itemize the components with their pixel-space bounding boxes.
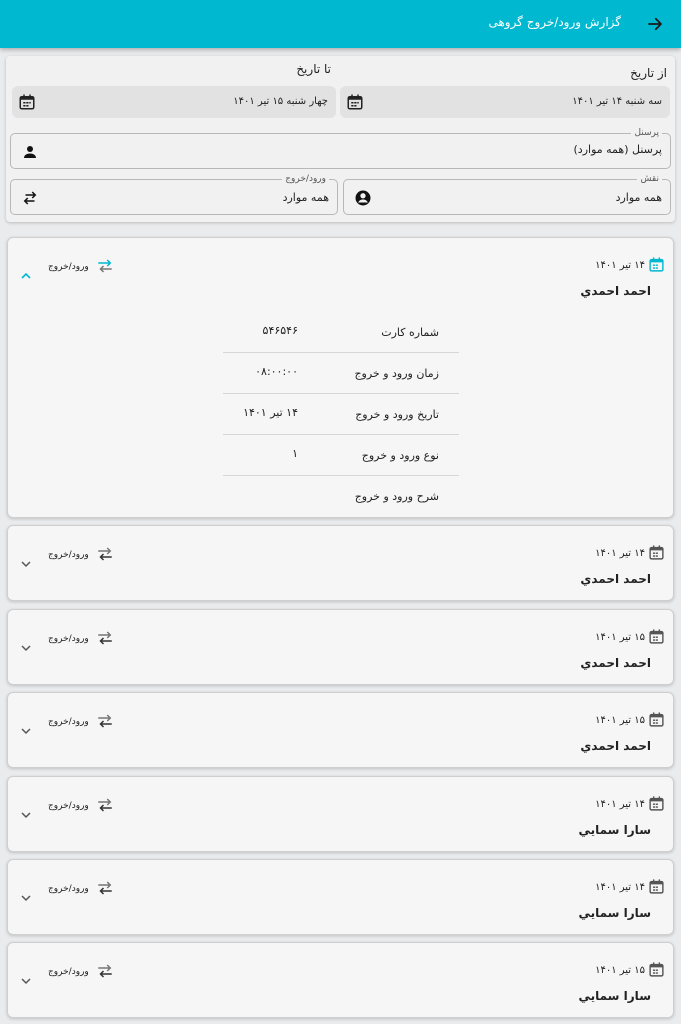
record-type: ورود/خروج — [48, 801, 89, 811]
record-card[interactable] — [7, 942, 674, 1018]
from-date-field[interactable] — [340, 86, 670, 118]
io-type-select[interactable] — [10, 174, 338, 215]
record-type: ورود/خروج — [48, 550, 89, 560]
record-type: ورود/خروج — [48, 262, 89, 272]
personnel-select[interactable] — [10, 128, 671, 169]
swap-icon — [96, 963, 114, 977]
calendar-icon — [648, 711, 665, 728]
record-name: سارا سمايي — [578, 823, 651, 837]
record-date: ۱۵ تیر ۱۴۰۱ — [595, 715, 645, 726]
record-date: ۱۴ تیر ۱۴۰۱ — [595, 260, 645, 271]
record-name: احمد احمدي — [580, 284, 651, 298]
detail-row — [223, 353, 459, 394]
io-type-value: همه موارد — [282, 191, 329, 204]
from-date-value: سه شنبه ۱۴ تیر ۱۴۰۱ — [572, 96, 662, 107]
record-name: احمد احمدي — [580, 739, 651, 753]
chevron-down-icon[interactable] — [18, 890, 34, 906]
arrow-back-icon[interactable] — [641, 10, 669, 38]
swap-icon — [96, 713, 114, 727]
record-card[interactable] — [7, 776, 674, 852]
record-name: احمد احمدي — [580, 572, 651, 586]
app-bar — [0, 0, 681, 48]
detail-label: نوع ورود و خروج — [361, 449, 439, 462]
personnel-value: پرسنل (همه موارد) — [573, 143, 662, 156]
swap-icon — [96, 880, 114, 894]
calendar-icon — [648, 544, 665, 561]
role-label: نقش — [637, 173, 662, 185]
record-date: ۱۴ تیر ۱۴۰۱ — [595, 799, 645, 810]
chevron-down-icon[interactable] — [18, 556, 34, 572]
swap-icon — [21, 189, 39, 207]
record-name: سارا سمايي — [578, 906, 651, 920]
detail-value: ۱۴ تیر ۱۴۰۱ — [243, 406, 298, 419]
detail-row — [223, 312, 459, 353]
chevron-up-icon[interactable] — [18, 268, 34, 284]
calendar-icon — [648, 628, 665, 645]
to-date-field[interactable] — [12, 86, 336, 118]
detail-value: ۱ — [292, 447, 298, 460]
swap-icon — [96, 630, 114, 644]
record-card[interactable] — [7, 859, 674, 935]
detail-value: ۵۴۶۵۴۶ — [262, 324, 298, 337]
record-type: ورود/خروج — [48, 717, 89, 727]
record-name: سارا سمايي — [578, 989, 651, 1003]
swap-icon — [96, 546, 114, 560]
account-circle-icon — [354, 189, 372, 207]
record-details — [223, 312, 459, 517]
calendar-icon — [648, 961, 665, 978]
chevron-down-icon[interactable] — [18, 807, 34, 823]
io-type-label: ورود/خروج — [282, 173, 329, 185]
record-card[interactable] — [7, 237, 674, 518]
record-name: احمد احمدي — [580, 656, 651, 670]
calendar-icon — [648, 878, 665, 895]
record-date: ۱۴ تیر ۱۴۰۱ — [595, 548, 645, 559]
record-date: ۱۴ تیر ۱۴۰۱ — [595, 882, 645, 893]
record-type: ورود/خروج — [48, 634, 89, 644]
from-date-label: از تاریخ — [630, 66, 667, 80]
record-card[interactable] — [7, 525, 674, 601]
record-type: ورود/خروج — [48, 967, 89, 977]
swap-icon — [96, 797, 114, 811]
detail-row — [223, 394, 459, 435]
detail-label: شرح ورود و خروج — [354, 490, 439, 503]
detail-label: شماره کارت — [381, 326, 439, 339]
calendar-icon — [18, 93, 36, 111]
detail-row — [223, 476, 459, 517]
detail-label: تاریخ ورود و خروج — [355, 408, 439, 421]
to-date-label: تا تاریخ — [296, 62, 331, 76]
detail-row — [223, 435, 459, 476]
person-icon — [21, 143, 39, 161]
record-date: ۱۵ تیر ۱۴۰۱ — [595, 632, 645, 643]
record-date: ۱۵ تیر ۱۴۰۱ — [595, 965, 645, 976]
chevron-down-icon[interactable] — [18, 640, 34, 656]
page-title: گزارش ورود/خروج گروهی — [488, 15, 621, 29]
calendar-icon — [648, 256, 665, 273]
chevron-down-icon[interactable] — [18, 723, 34, 739]
record-type: ورود/خروج — [48, 884, 89, 894]
calendar-icon — [346, 93, 364, 111]
filter-panel — [6, 56, 675, 222]
personnel-label: پرسنل — [631, 127, 662, 139]
detail-label: زمان ورود و خروج — [354, 367, 439, 380]
calendar-icon — [648, 795, 665, 812]
swap-icon — [96, 258, 114, 272]
role-value: همه موارد — [615, 191, 662, 204]
detail-value: ۰۸:۰۰:۰۰ — [255, 365, 298, 378]
record-card[interactable] — [7, 609, 674, 685]
to-date-value: چهار شنبه ۱۵ تیر ۱۴۰۱ — [233, 96, 328, 107]
role-select[interactable] — [343, 174, 671, 215]
record-card[interactable] — [7, 692, 674, 768]
chevron-down-icon[interactable] — [18, 973, 34, 989]
